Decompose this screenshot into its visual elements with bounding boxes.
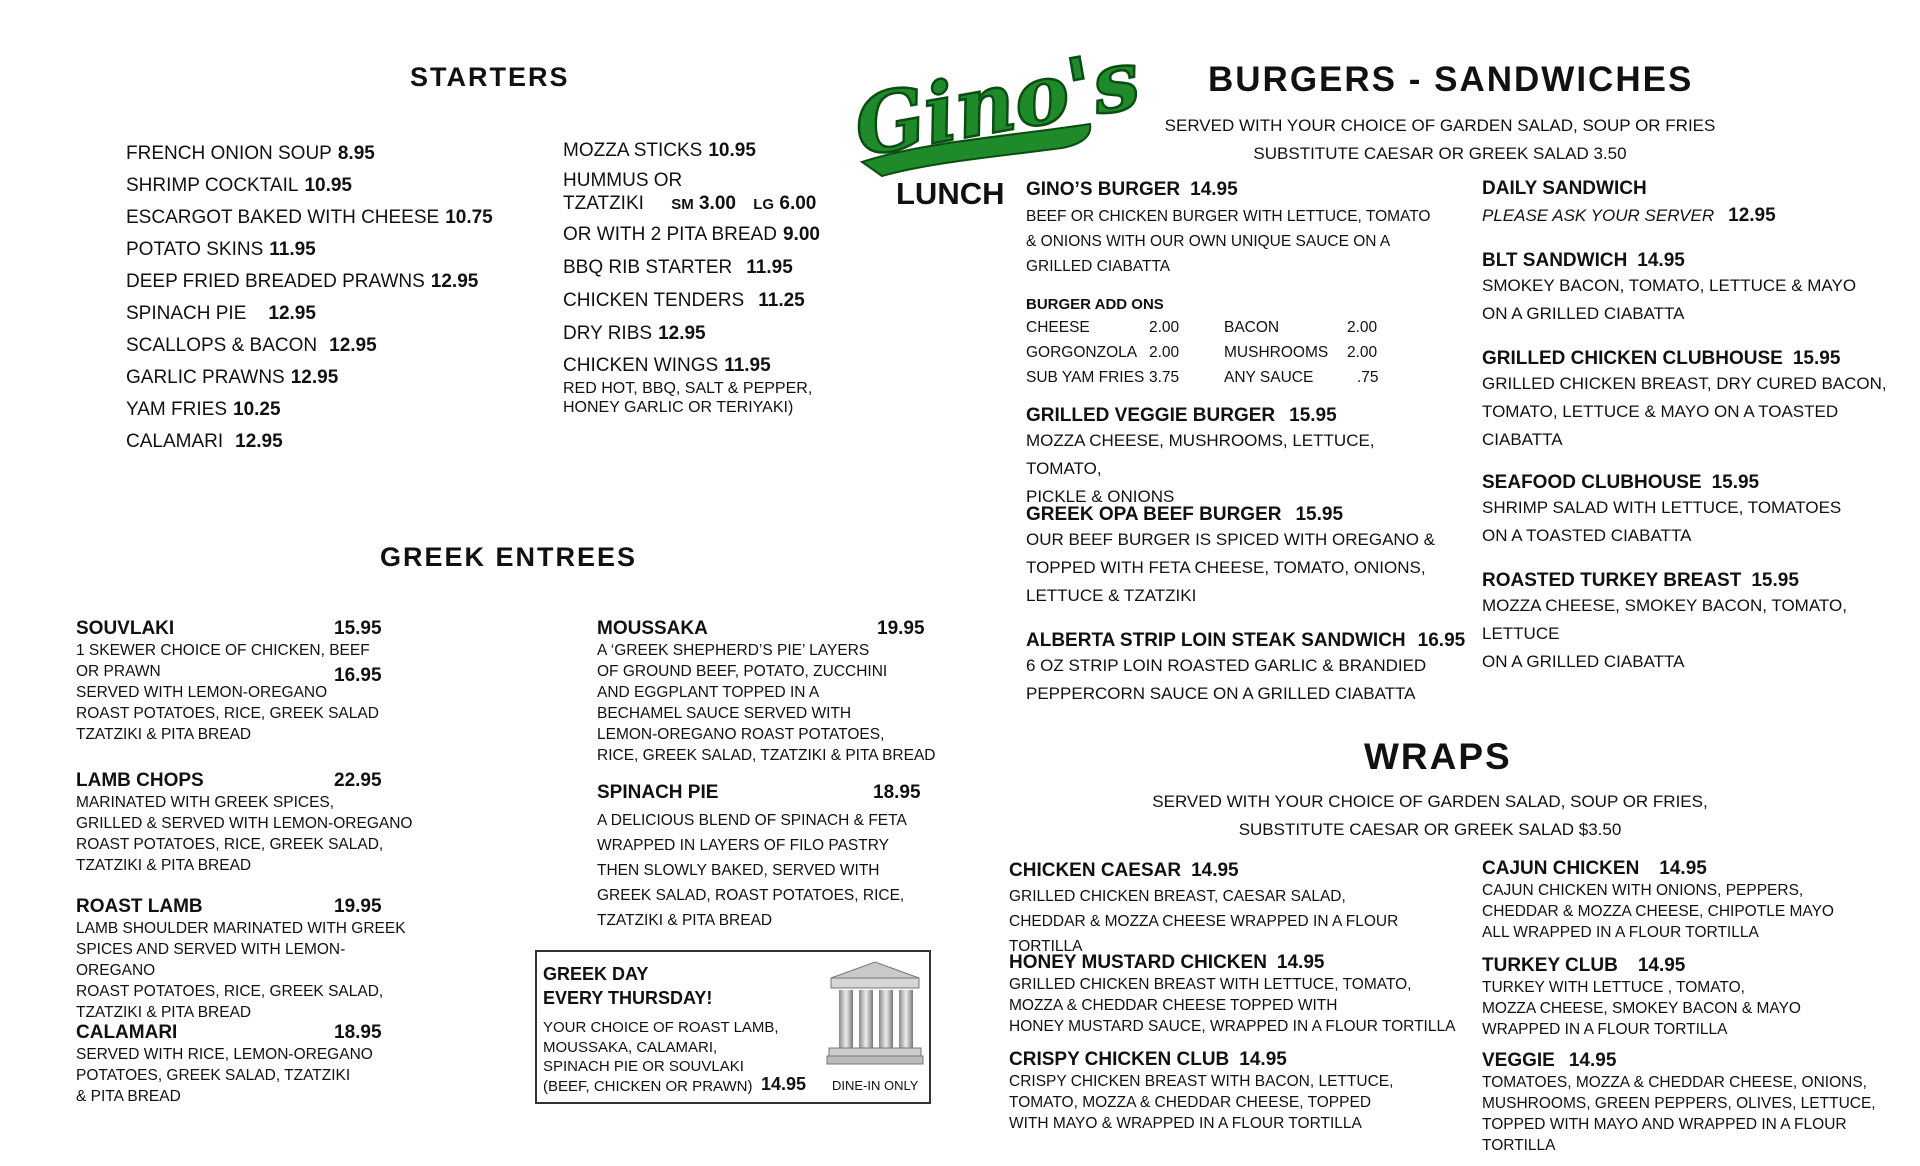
veggie-wrap <box>1482 1050 1918 1156</box>
ginos-logo <box>842 31 1147 194</box>
moussaka-item <box>597 618 937 766</box>
starter-item: CHICKEN WINGS 11.95 <box>563 355 771 376</box>
item-desc: 6 OZ STRIP LOIN ROASTED GARLIC & BRANDIED PEPPERCORN SAUCE ON A GRILLED CIABATTA <box>1026 656 1427 703</box>
opa-burger-item <box>1026 504 1446 610</box>
wraps-subtitle-2: SUBSTITUTE CAESAR OR GREEK SALAD $3.50 <box>1238 820 1622 839</box>
starter-item: CALAMARI 12.95 <box>126 431 283 452</box>
wraps-subtitle-1: SERVED WITH YOUR CHOICE OF GARDEN SALAD, SOUP OR FRIES, <box>1152 792 1708 811</box>
item-desc: CAJUN CHICKEN WITH ONIONS, PEPPERS, CHEDDAR & MOZZA CHEESE, CHIPOTLE MAYO ALL WRAPPED IN A FLOUR TORTILLA <box>1482 882 1834 941</box>
starter-item: GARLIC PRAWNS 12.95 <box>126 367 339 388</box>
spinach-pie-item <box>597 782 937 933</box>
greek-day-price: 14.95 <box>761 1074 807 1094</box>
item-title: SOUVLAKI <box>76 618 175 639</box>
starter-item: CHICKEN TENDERS 11.25 <box>563 290 805 311</box>
ginos-logo-graphic <box>842 31 1147 194</box>
blt-sandwich-item <box>1482 250 1902 328</box>
lamb-chops-item <box>76 770 416 876</box>
item-title: GRILLED VEGGIE BURGER 15.95 <box>1026 405 1337 426</box>
burgers-subtitle-2: SUBSTITUTE CAESAR OR GREEK SALAD 3.50 <box>1253 144 1627 163</box>
daily-sandwich-item <box>1482 178 1902 232</box>
addons-row: CHEESE 2.00 BACON 2.00 <box>1026 319 1378 336</box>
turkey-club-wrap <box>1482 955 1912 1040</box>
logo-text: Gino's <box>847 31 1147 176</box>
greek-entrees-heading: GREEK ENTREES <box>380 542 638 572</box>
starters-list-1 <box>126 138 493 458</box>
item-title: TURKEY CLUB 14.95 <box>1482 955 1686 976</box>
item-title: SPINACH PIE <box>597 782 719 803</box>
starter-item: DRY RIBS 12.95 <box>563 323 706 344</box>
addons-title: BURGER ADD ONS <box>1026 296 1164 313</box>
item-price: 18.95 <box>873 782 921 803</box>
item-title: CHICKEN CAESAR 14.95 <box>1009 860 1239 881</box>
item-title: VEGGIE 14.95 <box>1482 1050 1617 1071</box>
greek-day-title <box>543 962 712 1010</box>
item-desc: GRILLED CHICKEN BREAST, CAESAR SALAD, CHEDDAR & MOZZA CHEESE WRAPPED IN A FLOUR TORTILLA <box>1009 888 1399 955</box>
starter-item: SHRIMP COCKTAIL 10.95 <box>126 175 352 196</box>
wraps-subtitle <box>1140 788 1720 844</box>
starter-item: SCALLOPS & BACON 12.95 <box>126 335 377 356</box>
cajun-chicken-wrap <box>1482 858 1912 943</box>
item-title: CALAMARI <box>76 1022 178 1043</box>
crispy-chicken-wrap <box>1009 1049 1469 1134</box>
item-desc-line: PLEASE ASK YOUR SERVER 12.95 <box>1482 205 1776 226</box>
souvlaki-item <box>76 618 396 745</box>
lunch-label: LUNCH <box>896 176 1005 211</box>
item-title: GRILLED CHICKEN CLUBHOUSE 15.95 <box>1482 348 1841 369</box>
greek-day-title-1: GREEK DAY <box>543 964 649 984</box>
item-desc: SHRIMP SALAD WITH LETTUCE, TOMATOES ON A TOASTED CIABATTA <box>1482 498 1842 545</box>
greek-day-box <box>535 950 931 1104</box>
dine-in-only-note: DINE-IN ONLY <box>832 1078 919 1093</box>
item-desc: SMOKEY BACON, TOMATO, LETTUCE & MAYO ON A GRILLED CIABATTA <box>1482 276 1857 323</box>
item-title: CRISPY CHICKEN CLUB 14.95 <box>1009 1049 1287 1070</box>
item-title: BLT SANDWICH 14.95 <box>1482 250 1685 271</box>
hummus-line1: HUMMUS OR <box>563 170 683 191</box>
chicken-clubhouse-item <box>1482 348 1902 454</box>
item-desc: A DELICIOUS BLEND OF SPINACH & FETA WRAPPED IN LAYERS OF FILO PASTRY THEN SLOWLY BAKED, SERVED WITH GREEK SALAD, ROAST POTATOES, RICE, TZATZIKI & PITA BREAD <box>597 812 907 929</box>
starter-item-hummus <box>563 169 820 216</box>
item-desc: MOZZA CHEESE, MUSHROOMS, LETTUCE, TOMATO, PICKLE & ONIONS <box>1026 431 1375 506</box>
item-desc: MOZZA CHEESE, SMOKEY BACON, TOMATO, LETTUCE ON A GRILLED CIABATTA <box>1482 596 1847 671</box>
wings-desc: RED HOT, BBQ, SALT & PEPPER, HONEY GARLIC OR TERIYAKI) <box>563 380 813 416</box>
alberta-sandwich-item <box>1026 630 1466 708</box>
item-price: 18.95 <box>334 1022 382 1043</box>
item-desc: 1 SKEWER CHOICE OF CHICKEN, BEEF OR PRAWN SERVED WITH LEMON-OREGANO ROAST POTATOES, RICE, GREEK SALAD TZATZIKI & PITA BREAD <box>76 642 379 743</box>
item-desc: OUR BEEF BURGER IS SPICED WITH OREGANO & TOPPED WITH FETA CHEESE, TOMATO, ONIONS, LETTUCE & TZATZIKI <box>1026 530 1435 605</box>
starters-list-2 <box>563 135 820 417</box>
addons-row: GORGONZOLA 2.00 MUSHROOMS 2.00 <box>1026 344 1378 361</box>
item-desc: GRILLED CHICKEN BREAST WITH LETTUCE, TOMATO, MOZZA & CHEDDAR CHEESE TOPPED WITH HONEY MUSTARD SAUCE, WRAPPED IN A FLOUR TORTILLA <box>1009 976 1456 1035</box>
item-desc: MARINATED WITH GREEK SPICES, GRILLED & SERVED WITH LEMON-OREGANO ROAST POTATOES, RICE, GREEK SALAD, TZATZIKI & PITA BREAD <box>76 794 413 874</box>
hummus-line2: TZATZIKI SM 3.00 LG 6.00 <box>563 193 817 214</box>
burgers-subtitle <box>1160 112 1720 168</box>
item-title: ROASTED TURKEY BREAST 15.95 <box>1482 570 1799 591</box>
item-price: 22.95 <box>334 770 382 791</box>
greek-day-title-2: EVERY THURSDAY! <box>543 988 713 1008</box>
starter-item: FRENCH ONION SOUP 8.95 <box>126 143 375 164</box>
item-price-alt: 16.95 <box>334 665 382 686</box>
item-title: GREEK OPA BEEF BURGER 15.95 <box>1026 504 1344 525</box>
item-desc: LAMB SHOULDER MARINATED WITH GREEK SPICES AND SERVED WITH LEMON-OREGANO ROAST POTATOES, RICE, GREEK SALAD, TZATZIKI & PITA BREAD <box>76 920 406 1021</box>
item-desc: SERVED WITH RICE, LEMON-OREGANO POTATOES, GREEK SALAD, TZATZIKI & PITA BREAD <box>76 1046 373 1105</box>
ginos-burger-item <box>1026 179 1446 279</box>
item-desc: TOMATOES, MOZZA & CHEDDAR CHEESE, ONIONS, MUSHROOMS, GREEN PEPPERS, OLIVES, LETTUCE, TOPPED WITH MAYO AND WRAPPED IN A FLOUR TORTILLA <box>1482 1074 1876 1154</box>
item-desc: TURKEY WITH LETTUCE , TOMATO, MOZZA CHEESE, SMOKEY BACON & MAYO WRAPPED IN A FLOUR TORTILLA <box>1482 979 1801 1038</box>
item-title: CAJUN CHICKEN 14.95 <box>1482 858 1707 879</box>
item-title: ROAST LAMB <box>76 896 203 917</box>
roast-lamb-item <box>76 896 416 1023</box>
starter-item: SPINACH PIE 12.95 <box>126 303 316 324</box>
item-title: MOUSSAKA <box>597 618 708 639</box>
item-title: LAMB CHOPS <box>76 770 204 791</box>
item-price: 19.95 <box>877 618 925 639</box>
honey-mustard-wrap <box>1009 952 1469 1037</box>
item-desc: CRISPY CHICKEN BREAST WITH BACON, LETTUCE, TOMATO, MOZZA & CHEDDAR CHEESE, TOPPED WITH MAYO & WRAPPED IN A FLOUR TORTILLA <box>1009 1073 1394 1132</box>
starter-item: MOZZA STICKS 10.95 <box>563 140 756 161</box>
item-title: HONEY MUSTARD CHICKEN 14.95 <box>1009 952 1325 973</box>
roasted-turkey-item <box>1482 570 1912 676</box>
veggie-burger-item <box>1026 405 1446 511</box>
greek-temple-icon <box>827 960 923 1066</box>
item-desc: A ‘GREEK SHEPHERD’S PIE’ LAYERS OF GROUND BEEF, POTATO, ZUCCHINI AND EGGPLANT TOPPED IN A BECHAMEL SAUCE SERVED WITH LEMON-OREGANO ROAST POTATOES, RICE, GREEK SALAD, TZATZIKI & PITA BREAD <box>597 642 936 764</box>
burgers-subtitle-1: SERVED WITH YOUR CHOICE OF GARDEN SALAD, SOUP OR FRIES <box>1164 116 1716 135</box>
item-price: 15.95 <box>334 618 382 639</box>
item-price: 19.95 <box>334 896 382 917</box>
starter-item: BBQ RIB STARTER 11.95 <box>563 257 793 278</box>
seafood-clubhouse-item <box>1482 472 1902 550</box>
item-desc: GRILLED CHICKEN BREAST, DRY CURED BACON, TOMATO, LETTUCE & MAYO ON A TOASTED CIABATTA <box>1482 374 1887 449</box>
burgers-heading: BURGERS - SANDWICHES <box>1208 60 1694 99</box>
starter-item: DEEP FRIED BREADED PRAWNS 12.95 <box>126 271 479 292</box>
starter-item: YAM FRIES 10.25 <box>126 399 281 420</box>
item-title: ALBERTA STRIP LOIN STEAK SANDWICH 16.95 <box>1026 630 1466 651</box>
wraps-heading: WRAPS <box>1364 736 1512 777</box>
calamari-item <box>76 1022 416 1107</box>
chicken-caesar-wrap <box>1009 860 1469 959</box>
item-desc: BEEF OR CHICKEN BURGER WITH LETTUCE, TOMATO & ONIONS WITH OUR OWN UNIQUE SAUCE ON A GRILLED CIABATTA <box>1026 208 1431 275</box>
item-title: SEAFOOD CLUBHOUSE 15.95 <box>1482 472 1760 493</box>
burger-addons <box>1026 295 1406 390</box>
item-title: DAILY SANDWICH <box>1482 178 1647 199</box>
starters-heading: STARTERS <box>410 62 570 92</box>
starter-item: ESCARGOT BAKED WITH CHEESE 10.75 <box>126 207 493 228</box>
greek-day-desc: YOUR CHOICE OF ROAST LAMB, MOUSSAKA, CALAMARI, SPINACH PIE OR SOUVLAKI (BEEF, CHICKEN OR PRAWN) <box>543 1019 779 1095</box>
starter-item: OR WITH 2 PITA BREAD 9.00 <box>563 224 820 245</box>
item-title: GINO’S BURGER 14.95 <box>1026 179 1238 200</box>
addons-row: SUB YAM FRIES 3.75 ANY SAUCE .75 <box>1026 369 1379 386</box>
starter-item: POTATO SKINS 11.95 <box>126 239 316 260</box>
